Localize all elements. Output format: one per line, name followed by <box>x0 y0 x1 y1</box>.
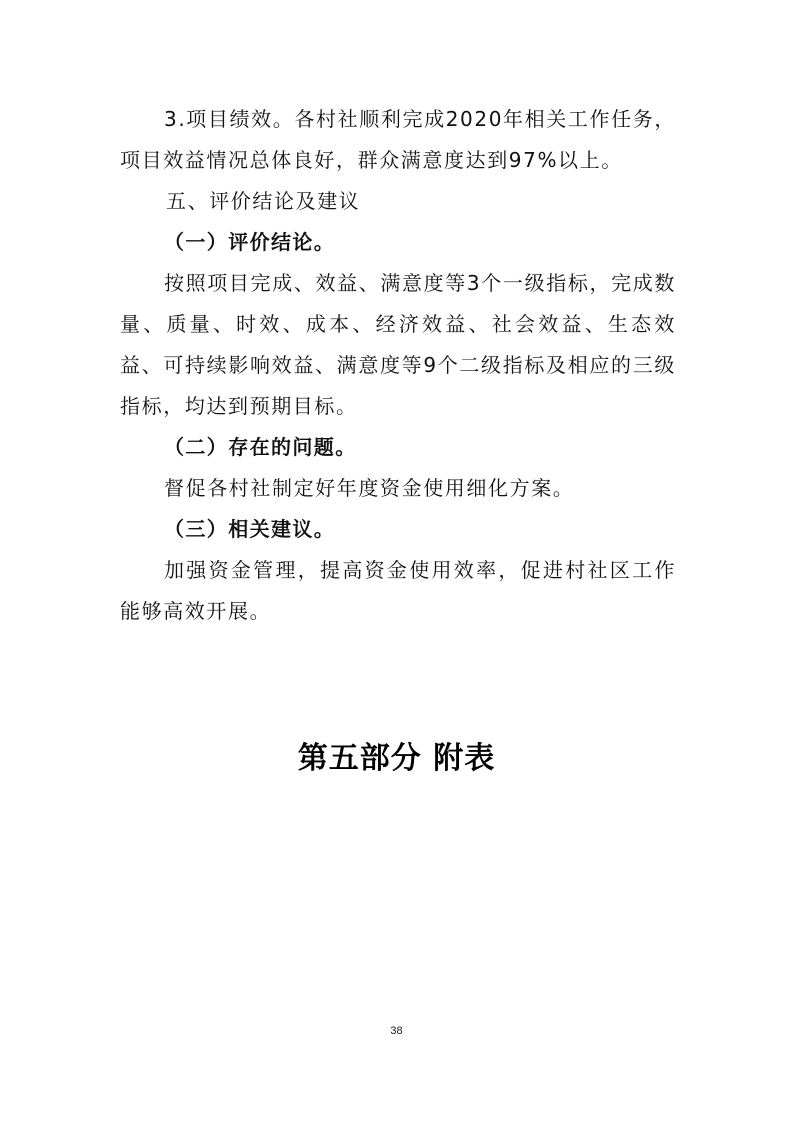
part-five-title: 第五部分 附表 <box>297 741 496 776</box>
evaluation-conclusion-heading: （一）评价结论。 <box>164 230 336 254</box>
evaluation-conclusion-paragraph: 按照项目完成、效益、满意度等3个一级指标，完成数量、质量、时效、成本、经济效益、社会效益、生态效益、可持续影响效益、满意度等9个二级指标及相应的三级指标，均达到预期目标。 <box>120 271 676 418</box>
project-performance-paragraph: 3.项目绩效。各村社顺利完成2020年相关工作任务，项目效益情况总体良好，群众满意度达到97%以上。 <box>120 107 676 172</box>
page-number: 38 <box>390 1025 403 1037</box>
existing-problems-heading: （二）存在的问题。 <box>164 435 357 459</box>
related-suggestions-paragraph: 加强资金管理，提高资金使用效率，促进村社区工作能够高效开展。 <box>120 558 676 623</box>
section-five-heading: 五、评价结论及建议 <box>166 189 361 213</box>
existing-problems-paragraph: 督促各村社制定好年度资金使用细化方案。 <box>164 476 575 500</box>
related-suggestions-heading: （三）相关建议。 <box>164 517 336 541</box>
